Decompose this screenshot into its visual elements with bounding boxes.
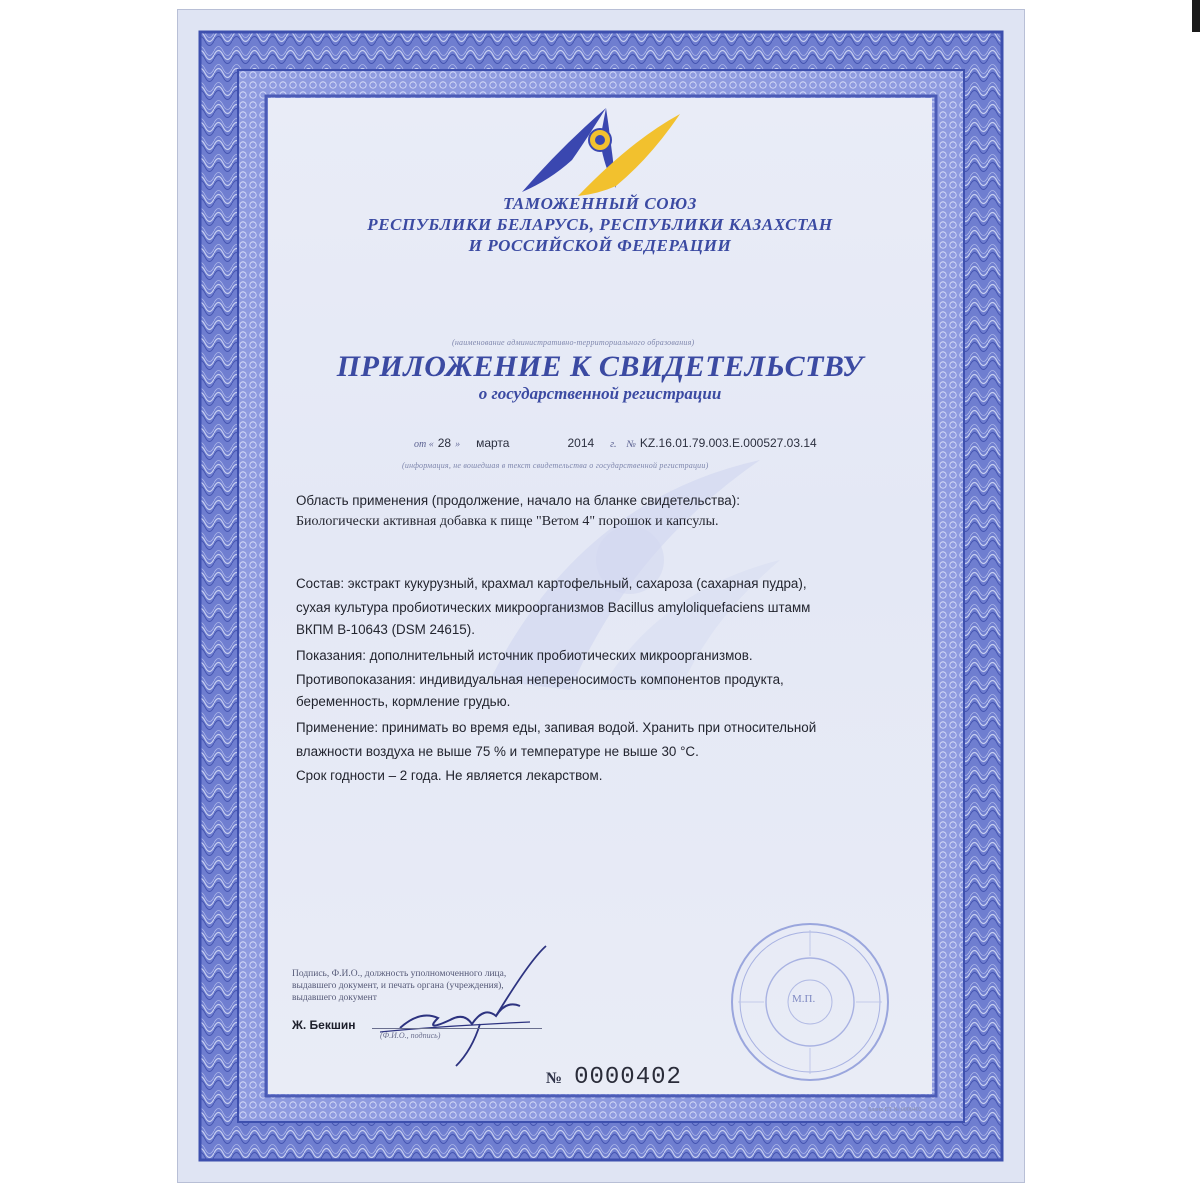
document-number-sign: № [546,1070,563,1087]
handwritten-signature-icon [380,940,560,1070]
date-day: 28 [437,436,452,450]
number-sign: № [626,439,636,450]
print-mark: Бланк ЕТ № 0000402 [868,1107,922,1113]
date-from-label: от « [414,439,434,450]
signature-underline [372,1028,542,1029]
composition-line-1: Состав: экстракт кукурузный, крахмал картофельный, сахароза (сахарная пудра), [296,576,807,591]
document-number-value: 0000402 [574,1064,682,1091]
product-line: Биологически активная добавка к пище "Ветом 4" порошок и капсулы. [296,514,719,529]
document-number [546,1064,682,1091]
date-month: марта [476,436,510,450]
union-title-line-3: И РОССИЙСКОЙ ФЕДЕРАЦИИ [468,236,732,255]
date-year: 2014 [567,436,595,450]
signature-caption-line-2: выдавшего документ, и печать органа (учреждения), [292,981,504,991]
date-year-suffix: г. [610,439,617,450]
composition-line-3: ВКПМ В-10643 (DSM 24615). [296,622,475,637]
document-title: ПРИЛОЖЕНИЕ К СВИДЕТЕЛЬСТВУ [336,350,864,383]
fio-label: (Ф.И.О., подпись) [380,1031,441,1040]
usage-line-1: Применение: принимать во время еды, запивая водой. Хранить при относительной [296,720,817,735]
registration-number: KZ.16.01.79.003.E.000527.03.14 [639,436,817,450]
signer-name: Ж. Бекшин [292,1018,356,1032]
stamp-label: М.П. [792,993,816,1005]
union-title-line-2: РЕСПУБЛИКИ БЕЛАРУСЬ, РЕСПУБЛИКИ КАЗАХСТАН [367,215,833,234]
issue-date-line [414,434,817,454]
contraindications-line-1: Противопоказания: индивидуальная непереносимость компонентов продукта, [296,672,784,687]
authority-caption: (наименование административно-территориального образования) [452,338,695,347]
indications-line: Показания: дополнительный источник пробиотических микроорганизмов. [296,648,753,663]
customs-union-logo-icon [520,100,680,200]
scope-heading: Область применения (продолжение, начало на бланке свидетельства): [296,493,740,508]
date-close-quote: » [455,439,461,450]
shelf-life-line: Срок годности – 2 года. Не является лекарством. [296,768,603,783]
signature-caption-line-3: выдавшего документ [292,993,377,1003]
date-caption: (информация, не вошедшая в текст свидетельства о государственной регистрации) [402,461,709,470]
scan-edge-mark [1192,0,1200,32]
signature-caption-line-1: Подпись, Ф.И.О., должность уполномоченного лица, [292,969,507,979]
document-subtitle: о государственной регистрации [478,384,722,403]
union-title-line-1: ТАМОЖЕННЫЙ СОЮЗ [503,194,697,213]
contraindications-line-2: беременность, кормление грудью. [296,694,511,709]
composition-line-2: сухая культура пробиотических микроорганизмов Bacillus amyloliquefaciens штамм [296,600,811,615]
usage-line-2: влажности воздуха не выше 75 % и температуре не выше 30 °С. [296,744,699,759]
